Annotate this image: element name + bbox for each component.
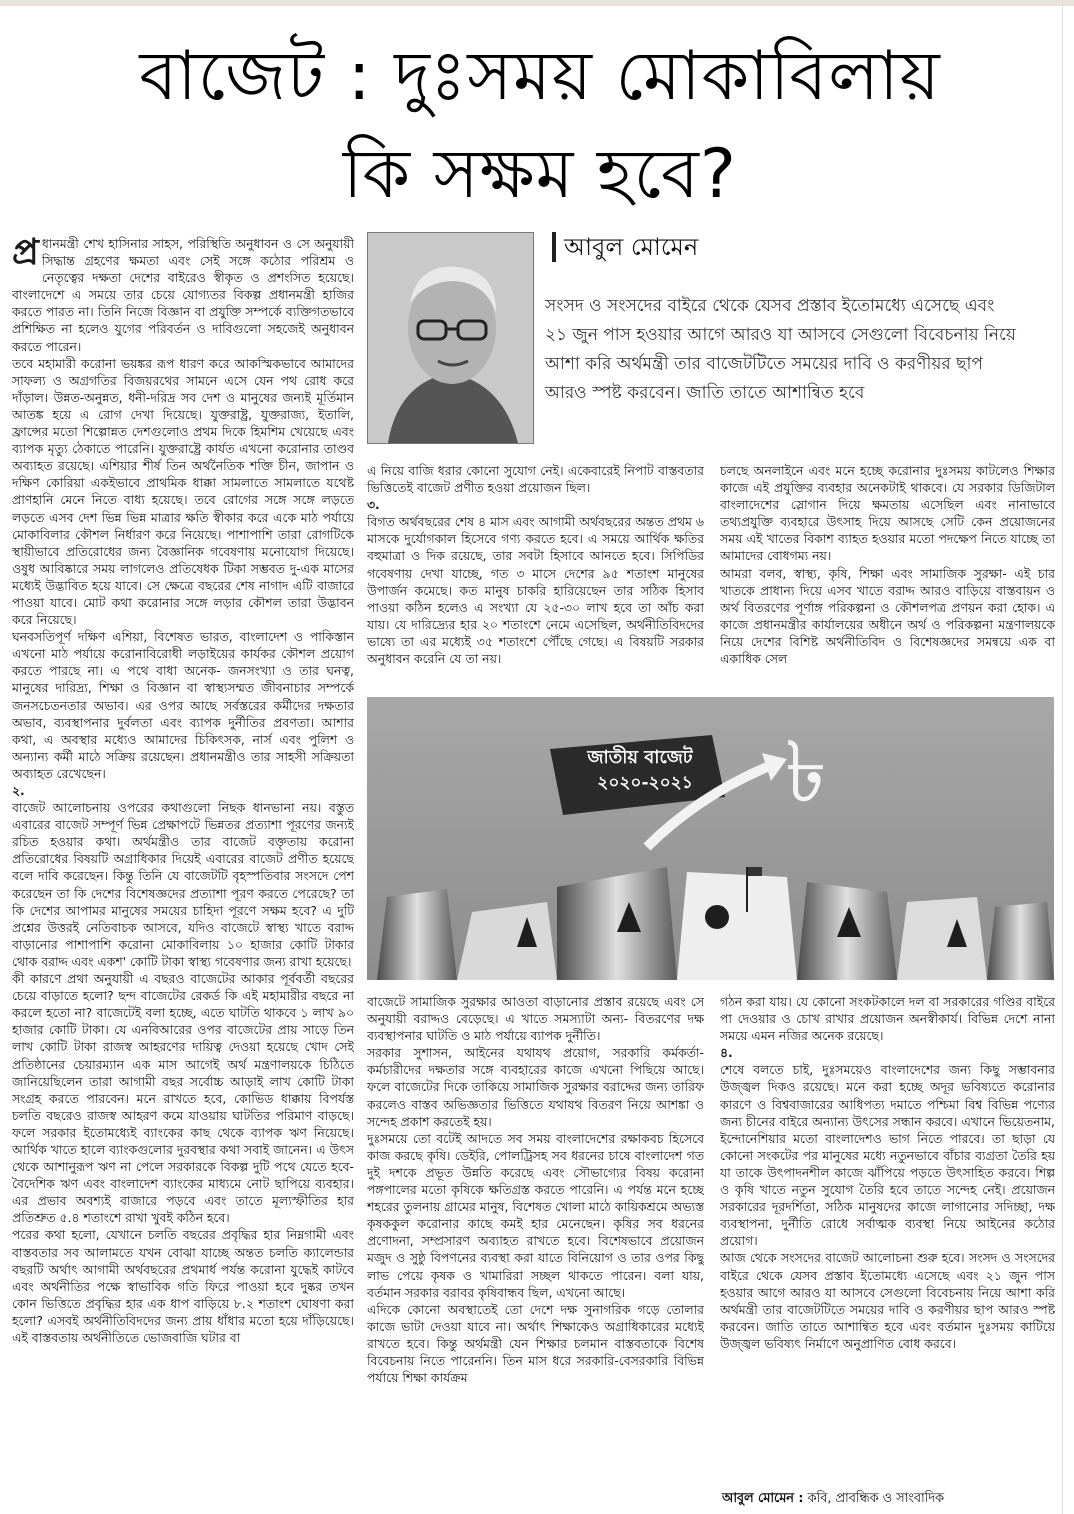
paragraph: আমরা বলব, স্বাস্থ্য, কৃষি, শিক্ষা এবং সামাজিক সুরক্ষা- এই চার খাতকে প্রাধান্য দিয়ে এসব খাতে বরাদ্দ আরও বাড়িয়ে বাস্তবায়ন ও অর্থ বিতরণের পূর্ণাঙ্গ পরিকল্পনা ও কৌশলপত্র প্রণয়ন করা হোক। এ কাজে প্রধানমন্ত্রীর কার্যালয়ের অধীনে অর্থ ও পরিকল্পনা মন্ত্রণালয়কে নিয়ে দেশের বিশিষ্ট অর্থনীতিবিদ ও বিশেষজ্ঞদের সমন্বয়ে এক বা একাধিক সেল	[720, 565, 1055, 667]
headline-line-1: বাজেট : দুঃসময় মোকাবিলায়	[139, 37, 941, 116]
paragraph: আজ থেকে সংসদের বাজেট আলোচনা শুরু হবে। সংসদ ও সংসদের বাইরে থেকে যেসব প্রস্তাব ইতোমধ্যে এসেছে এবং ২১ জুন পাস হওয়ার আগে আরও যা আসবে সেগুলো বিবেচনায় নিয়ে আশা করি অর্থমন্ত্রী তার বাজেটটিতে সময়ের দাবি ও করণীয়র ছাপ আরও স্পষ্ট করবেন। জাতি তাতে আশান্বিত হবে এবং বর্তমান দুঃসময় কাটিয়ে উজ্জ্বল ভবিষ্যৎ নির্মাণে অনুপ্রাণিত বোধ করবে।	[720, 1250, 1055, 1351]
paragraph: সরকার সুশাসন, আইনের যথাযথ প্রয়োগ, সরকারি কর্মকর্তা-কর্মচারীদের দক্ষতার সঙ্গে ব্যবহারের কাজে এখনো পিছিয়ে আছে। ফলে বাজেটের দিকে তাকিয়ে সামাজিক সুরক্ষার বরাদ্দের জন্য তারিফ করলেও বাস্তব অভিজ্ঞতার ভিত্তিতে যথাযথ বিতরণ নিয়ে আশঙ্কা ও সন্দেহ প্রকাশ করতেই হয়।	[367, 1045, 704, 1129]
currency-symbol: ৳	[785, 723, 827, 821]
top-strip	[0, 0, 1074, 6]
paragraph: বাজেট আলোচনায় ওপরের কথাগুলো নিছক ধানভানা নয়। বস্তুত এবারের বাজেট সম্পূর্ণ ভিন্ন প্রেক্ষাপটে ভিন্নতর প্রত্যাশা পূরণের জন্যই রচিত হওয়ার কথা। অর্থমন্ত্রীও তার বাজেট বক্তৃতায় করোনা প্রতিরোধের বিষয়টি অগ্রাধিকার দিয়েই এবারের বাজেট প্রণীত হয়েছে বলে দাবি করেছেন। কিন্তু তিনি যে বাজেটটি বৃহস্পতিবার সংসদে পেশ করেছেন তা কি দেশের বিশেষজ্ঞদের প্রত্যাশা পূরণ করতে পেরেছে? তা কি দেশের আপামর মানুষের সময়ের চাহিদা পূরণে সক্ষম হবে? এ দুটি প্রশ্নের উত্তরই নেতিবাচক আসবে, যদিও বাজেটে স্বাস্থ্য খাতে বরাদ্দ বাড়ানোর পাশাপাশি করোনা মোকাবিলায় ১০ হাজার কোটি টাকার থোক বরাদ্দ এবং একশ' কোটি টাকা স্বাস্থ্য গবেষণার জন্য রাখা হয়েছে।	[12, 800, 354, 969]
budget-badge-year: ২০২০-২০২১	[597, 773, 693, 793]
author-note-name: আবুল মোমেন :	[722, 1491, 804, 1506]
budget-badge-title: জাতীয় বাজেট	[587, 747, 693, 768]
paragraph: চলছে অনলাইনে এবং মনে হচ্ছে করোনার দুঃসময় কাটলেও শিক্ষার কাজে এই প্রযুক্তির ব্যবহার অনেকটাই থাকবে। যে সরকার ডিজিটাল বাংলাদেশের স্লোগান দিয়ে ক্ষমতায় এসেছিল এবং নানাভাবে তথ্যপ্রযুক্তি ব্যবহারে উৎসাহ দিয়ে আসছে সেটি কেন প্রয়োজনের সময় এই খাতের বিকাশ ব্যাহত হওয়ার মতো পদক্ষেপ নিতে যাচ্ছে তা আমাদের বোধগম্য নয়।	[720, 463, 1055, 564]
page-edge-rule	[1062, 0, 1063, 1514]
article-column-2-bottom	[367, 993, 704, 1508]
paragraph: এ নিয়ে বাজি ধরার কোনো সুযোগ নেই। একেবারেই নিপাট বাস্তবতার ভিত্তিতেই বাজেট প্রণীত হওয়া প্রয়োজন ছিল।	[367, 463, 704, 496]
author-byline: আবুল মোমেন	[552, 232, 698, 262]
paragraph: তবে মহামারী করোনা ভয়ঙ্কর রূপ ধারণ করে আকস্মিকভাবে আমাদের সাফল্য ও অগ্রগতির বিজয়রথের সামনে এসে যেন পথ রোধ করে দাঁড়াল। উন্নত-অনুন্নত, ধনী-দরিদ্র সব দেশ ও মানুষের জন্যই মূর্তিমান আতঙ্ক হয়ে এ রোগ দেখা দিয়েছে। যুক্তরাষ্ট্র, যুক্তরাজ্য, ইতালি, ফ্রান্সের মতো শিল্পোন্নত দেশগুলোও প্রথম দিকে হিমশিম খেয়েছে এবং ব্যাপক মৃত্যু ঠেকাতে পারেনি। যুক্তরাষ্ট্রে কার্যত এখনো করোনার তাণ্ডব অব্যাহত রয়েছে। এশিয়ার শীর্ষ তিন অর্থনৈতিক শক্তি চীন, জাপান ও দক্ষিণ কোরিয়া একইভাবে প্রাথমিক ধাক্কা সামলাতে সামলাতে যথেষ্ট প্রাণহানি মেনে নিতে বাধ্য হয়েছে। তবে রোগের সঙ্গে সঙ্গে লড়তে লড়তে এসব দেশ ভিন্ন ভিন্ন মাত্রার ক্ষতি স্বীকার করে একে মাঠ পর্যায়ে মোকাবিলার কৌশল নির্ধারণ করে নিয়েছে। পাশাপাশি তারা রোগটিকে স্থায়ীভাবে প্রতিরোধের জন্য বৈজ্ঞানিক গবেষণায় মনোযোগ দিয়েছে। ওষুধ আবিষ্কারে সময় লাগলেও প্রতিষেধক টিকা সম্ভবত দু-এক মাসের মধ্যেই উদ্ভাবিত হয়ে যাবে। সে ক্ষেত্রে বছরের শেষ নাগাদ এটি বাজারে পাওয়া যাবে। মোট কথা করোনার সঙ্গে লড়ার কৌশল তারা উদ্ভাবন করে নিয়েছে।	[12, 355, 354, 628]
section-number: ২.	[12, 783, 25, 798]
headline	[40, 28, 1040, 224]
author-note-description: কবি, প্রাবন্ধিক ও সাংবাদিক	[807, 1491, 944, 1506]
paragraph	[12, 235, 354, 355]
author-note	[722, 1489, 944, 1510]
paragraph: দুঃসময়ে তো বটেই আদতে সব সময় বাংলাদেশের রক্ষাকবচ হিসেবে কাজ করছে কৃষি। ডেইরি, পোলট্রিসহ সব ধরনের চাষে বাংলাদেশ গত দুই দশকে প্রভূত উন্নতি করেছে এবং সৌভাগ্যের বিষয় করোনা পঙ্গপালের মতো কৃষিকে ক্ষতিগ্রস্ত করতে পারেনি। এ পর্যন্ত মনে হচ্ছে শহরের তুলনায় গ্রামের মানুষ, বিশেষত খোলা মাঠে কায়িকশ্রমে অভ্যস্ত কৃষককুল করোনার কাছে কমই হার মেনেছেন। কৃষির সব ধরনের প্রণোদনা, সম্প্রসারণ অব্যাহত রাখতে হবে। বিশেষভাবে প্রয়োজন মজুদ ও সুষ্ঠু বিপণনের ব্যবস্থা করা যাতে বিনিয়োগ ও তার ওপর কিছু লাভ পেয়ে কৃষক ও খামারিরা সচ্ছল থাকতে পারেন। বলা যায়, বর্তমান সরকার বরাবর কৃষিবান্ধব ছিল, এখনো আছে।	[367, 1130, 704, 1300]
standfirst: সংসদ ও সংসদের বাইরে থেকে যেসব প্রস্তাব ইতোমধ্যে এসেছে এবং ২১ জুন পাস হওয়ার আগে আরও যা আসবে সেগুলো বিবেচনায় নিয়ে আশা করি অর্থমন্ত্রী তার বাজেটটিতে সময়ের দাবি ও করণীয়র ছাপ আরও স্পষ্ট করবেন। জাতি তাতে আশান্বিত হবে	[545, 296, 1016, 403]
paragraph: বিগত অর্থবছরের শেষ ৪ মাস এবং আগামী অর্থবছরের অন্তত প্রথম ৬ মাসকে দুর্যোগকাল হিসেবে গণ্য করতে হবে। এ সময়ে আর্থিক ক্ষতির বহুমাত্রা ও দিক রয়েছে, তার সবটা হিসাবে আনতে হবে। সিপিডির গবেষণায় দেখা যাচ্ছে, গত ৩ মাসে দেশের ৯৫ শতাংশ মানুষের উপার্জন কমেছে। কত মানুষ চাকরি হারিয়েছেন তার সঠিক হিসাব পাওয়া কঠিন হলেও এ সংখ্যা যে ২৫-৩০ লাখ হবে তা আঁচ করা যায়। যে দারিদ্র্যের হার ২০ শতাংশে নেমে এসেছিল, অর্থনীতিবিদদের ভাষ্যে তা এর মধ্যেই ৩৫ শতাংশে পৌঁছে গেছে। এ বিষয়টি সরকার অনুধাবন করেনি যে তা নয়।	[367, 514, 704, 667]
paragraph: গঠন করা যায়। যে কোনো সংকটকালে দল বা সরকারের গণ্ডির বাইরে পা দেওয়ার ও চোখ রাখার প্রয়োজন অনস্বীকার্য। বিভিন্ন দেশে নানা সময়ে এমন নজির অনেক রয়েছে।	[720, 994, 1055, 1044]
paragraph-text: ধানমন্ত্রী শেখ হাসিনার সাহস, পরিস্থিতি অনুধাবন ও সে অনুযায়ী সিদ্ধান্ত গ্রহণের ক্ষমতা এবং সেই সঙ্গে কঠোর পরিশ্রম ও নেতৃত্বের দক্ষতা দেশের বাইরেও স্বীকৃত ও প্রশংসিত হয়েছে। বাংলাদেশে এ সময়ে তার চেয়ে যোগ্যতর বিকল্প প্রধানমন্ত্রী হাজির করতে পারত না। তিনি নিজে বিজ্ঞান বা প্রযুক্তি সম্পর্কে ব্যক্তিগতভাবে প্রশিক্ষিত না হলেও যুগের পরিবর্তন ও দাবিগুলো সহজেই অনুধাবন করতে পারেন।	[12, 236, 354, 354]
paragraph: শেষে বলতে চাই, দুঃসময়েও বাংলাদেশের জন্য কিছু সম্ভাবনার উজ্জ্বল দিকও রয়েছে। মনে করা হচ্ছে অদূর ভবিষ্যতে করোনার কারণে ও বিশ্ববাজারের আধিপত্য দমাতে পশ্চিমা বিশ্ব বিভিন্ন পণ্যের জন্য চীনের বাইরে অন্যান্য উৎসের সন্ধান করবে। এখানে ভিয়েতনাম, ইন্দোনেশিয়ার মতো বাংলাদেশও ভাগ নিতে পারবে। তা ছাড়া যে কোনো সংকটের পর মানুষের মধ্যে নতুনভাবে বাঁচার ব্যগ্রতা তৈরি হয় যা তাকে উৎপাদনশীল কাজে ঝাঁপিয়ে পড়তে উৎসাহিত করবে। শিল্প ও কৃষি খাতে নতুন সুযোগ তৈরি হবে তাতে সন্দেহ নেই। প্রয়োজন সরকারের দূরদর্শিতা, সঠিক মানুষদের কাজে লাগানোর সদিচ্ছা, দক্ষ ব্যবস্থাপনা, দুর্নীতি রোধে সর্বাত্মক ব্যবস্থা নিয়ে আইনের কঠোর প্রয়োগ।	[720, 1062, 1055, 1249]
article-column-1	[12, 235, 354, 1507]
parliament-building-graphic	[367, 697, 1054, 980]
paragraph: বাজেটে সামাজিক সুরক্ষার আওতা বাড়ানোর প্রস্তাব রয়েছে এবং সে অনুযায়ী বরাদ্দও বেড়েছে। এ খাতে সমস্যাটা অন্য- বিতরণের দক্ষ ব্যবস্থাপনার ঘাটতি ও মাঠ পর্যায়ে ব্যাপক দুর্নীতি।	[367, 994, 704, 1044]
paragraph: এদিকে কোনো অবস্থাতেই তো দেশে দক্ষ সুনাগরিক গড়ে তোলার কাজে ভাটা দেওয়া যাবে না। অর্থাৎ শিক্ষাকেও অগ্রাধিকারের মধ্যেই রাখতে হবে। কিন্তু অর্থমন্ত্রী যেন শিক্ষার চলমান বাস্তবতাকে বিশেষ বিবেচনায় নিতে পারেননি। তিন মাস ধরে সরকারি-বেসরকারি বিভিন্ন পর্যায়ে শিক্ষা কার্যক্রম	[367, 1301, 704, 1386]
budget-illustration	[367, 697, 1054, 980]
paragraph: কী কারণে প্রথা অনুযায়ী এ বছরও বাজেটের আকার পূর্ববর্তী বছরের চেয়ে বাড়াতে হলো? ছন্দ বাজেটের রেকর্ড কি এই মহামারীর বছরে না করলে হতো না? বাজেটেই বলা হচ্ছে, এতে ঘাটতি থাকবে ১ লাখ ৯০ হাজার কোটি টাকা। যে এনবিআরের ওপর বাজেটের প্রায় সাড়ে তিন লাখ কোটি টাকা রাজস্ব আহরণের দায়িত্ব দেওয়া হয়েছে খোদ সেই প্রতিষ্ঠানের চেয়ারম্যান এক মাস আগেই অর্থ মন্ত্রণালয়কে চিঠিতে জানিয়েছিলেন তারা আগামী বছর সর্বোচ্চ আড়াই লাখ কোটি টাকা সংগ্রহ করতে পারবেন। মনে রাখতে হবে, কোভিড ধাক্কায় বিপর্যস্ত চলতি বছরেও রাজস্ব আহরণ কমে যাওয়ায় ঘাটতির পরিমাণ বাড়ছে। ফলে সরকার ইতোমধ্যেই ব্যাংকের কাছ থেকে ব্যাপক ঋণ নিয়েছে। আর্থিক খাতে হালে ব্যাংকগুলোর দুরবস্থার কথা সবাই জানেন। এ উৎস থেকে আশানুরূপ ঋণ না পেলে সরকারকে বিকল্প দুটি পথে যেতে হবে- বৈদেশিক ঋণ এবং বাংলাদেশ ব্যাংকের মাধ্যমে নোট ছাপিয়ে ব্যবহার। এর প্রভাব অবশ্যই বাজারে পড়বে এবং তাতে মূল্যস্ফীতির হার প্রতিশ্রুত ৫.৪ শতাংশে রাখা খুবই কঠিন হবে।	[12, 971, 354, 1226]
headline-line-2: কি সক্ষম হবে?	[342, 135, 737, 214]
article-column-3-top	[720, 462, 1055, 686]
section-number: ৩.	[367, 497, 380, 513]
author-portrait-illustration	[368, 233, 533, 443]
section-number: ৪.	[720, 1045, 733, 1061]
article-column-3-bottom	[720, 993, 1055, 1478]
drop-cap: প্র	[12, 235, 39, 273]
paragraph: পরের কথা হলো, যেখানে চলতি বছরের প্রবৃদ্ধির হার নিম্নগামী এবং বাস্তবতার সব আলামতে যখন বোঝা যাচ্ছে অন্তত চলতি ক্যালেন্ডার বছরটি অর্থাৎ আগামী অর্থবছরের প্রথমার্ধ পর্যন্ত করোনা যুদ্ধেই কাটবে এবং অর্থনীতির পক্ষে স্বাভাবিক গতি ফিরে পাওয়া হবে দুষ্কর তখন কোন ভিত্তিতে প্রবৃদ্ধির হার এক ধাপ বাড়িয়ে ৮.২ শতাংশ ঘোষণা করা হলো? এসবই অর্থনীতিবিদদের জন্য প্রায় ধাঁধার মতো হয়ে দাঁড়িয়েছে। এই বাস্তবতায় অর্থনীতিতে ভোজবাজি ঘটার বা	[12, 1227, 354, 1345]
paragraph: ঘনবসতিপূর্ণ দক্ষিণ এশিয়া, বিশেষত ভারত, বাংলাদেশ ও পাকিস্তান এখনো মাঠ পর্যায়ে করোনাবিরোধী লড়াইয়ের কার্যকর কৌশল প্রয়োগ করতে পারছে না। এ পথে বাধা অনেক- জনসংখ্যা ও তার ঘনত্ব, মানুষের দারিদ্র্য, শিক্ষা ও বিজ্ঞান বা স্বাস্থ্যসম্মত জীবনাচার সম্পর্কে জনসচেতনতার অভাব। এর ওপর আছে সর্বস্তরের কর্মীদের দক্ষতার অভাব, ব্যবস্থাপনার দুর্বলতা এবং ব্যাপক দুর্নীতির প্রবণতা। আশার কথা, এ অবস্থার মধ্যেও আমাদের চিকিৎসক, নার্স এবং পুলিশ ও অন্যান্য কর্মী মাঠে সক্রিয় রয়েছেন। প্রধানমন্ত্রীও তার সাহসী সক্রিয়তা অব্যাহত রেখেছেন।	[12, 629, 354, 781]
author-photo	[367, 232, 534, 444]
article-column-2-top	[367, 462, 704, 686]
